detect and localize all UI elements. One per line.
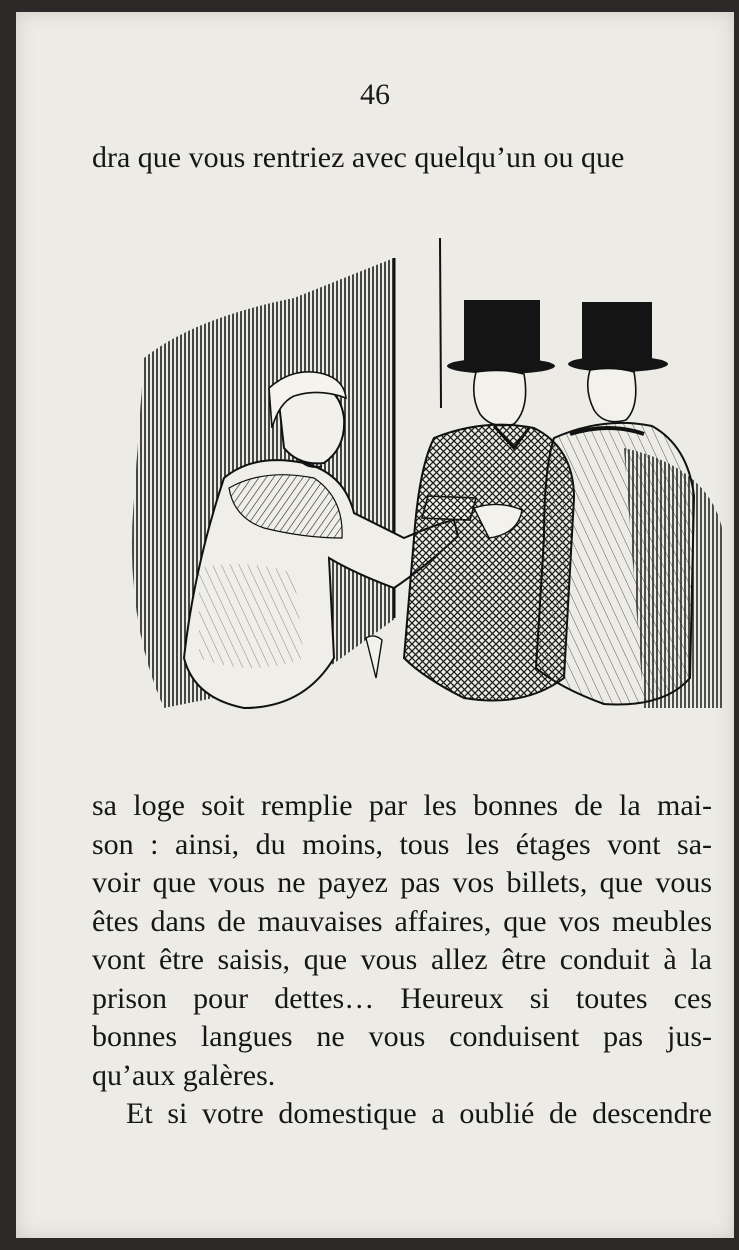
text-line: prison pour dettes… Heureux si toutes ces <box>92 982 712 1015</box>
text-line: son : ainsi, du moins, tous les étages vont sa- <box>92 828 712 861</box>
text-line: qu’aux galères. <box>92 1059 276 1092</box>
text-line: bonnes langues ne vous conduisent pas jus- <box>92 1020 712 1053</box>
book-page <box>16 12 734 1238</box>
text-line: êtes dans de mauvaises affaires, que vos meubles <box>92 905 712 938</box>
text-line: voir que vous ne payez pas vos billets, que vous <box>92 866 712 899</box>
text-line: sa loge soit remplie par les bonnes de la mai- <box>92 789 712 822</box>
text-line: dra que vous rentriez avec quelqu’un ou que <box>92 141 625 174</box>
page-number: 46 <box>360 78 390 111</box>
text-line: Et si votre domestique a oublié de descendre <box>126 1097 712 1130</box>
text-line: vont être saisis, que vous allez être conduit à la <box>92 943 712 976</box>
man-figure-right <box>536 302 694 704</box>
engraving-illustration <box>104 238 726 736</box>
